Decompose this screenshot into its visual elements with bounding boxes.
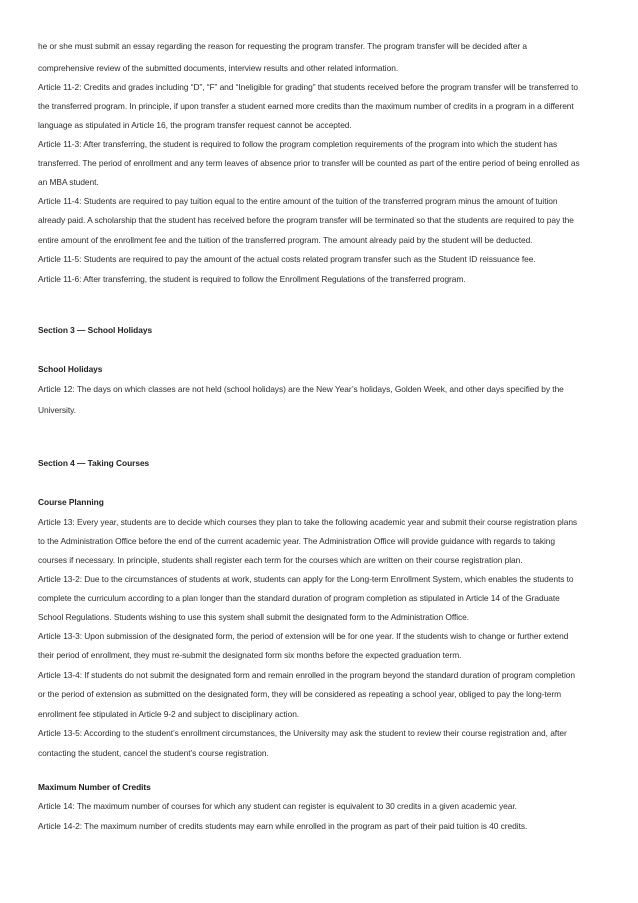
paragraph-line: already paid. A scholarship that the student has received before the program transfer will be terminated so that the students are required to pay the xyxy=(38,215,574,225)
paragraph-line: University. xyxy=(38,405,76,415)
section-heading: Section 3 — School Holidays xyxy=(38,325,153,335)
subsection-heading: Course Planning xyxy=(38,497,104,507)
paragraph-line: an MBA student. xyxy=(38,177,99,187)
paragraph-line: or the period of extension as submitted on the designated form, they will be considered as repeating a school year, obliged to pay the long-term xyxy=(38,689,562,699)
paragraph-line: Article 11-6: After transferring, the student is required to follow the Enrollment Regulations of the transferred program. xyxy=(38,274,466,284)
paragraph-line: to the Administration Office before the end of the current academic year. The Administration Office will provide guidance with regards to taking xyxy=(38,536,555,546)
paragraph-line: comprehensive review of the submitted documents, interview results and other related information. xyxy=(38,63,399,73)
paragraph-line: Article 12: The days on which classes are not held (school holidays) are the New Year’s holidays, Golden Week, and other days specified by the xyxy=(38,384,564,394)
paragraph-line: Article 14-2: The maximum number of credits students may earn while enrolled in the program as part of their paid tuition is 40 credits. xyxy=(38,821,528,831)
subsection-heading: School Holidays xyxy=(38,364,103,374)
paragraph-line: their period of enrollment, they must re-submit the designated form six months before the expected graduation term. xyxy=(38,650,462,660)
paragraph-line: Article 13-4: If students do not submit the designated form and remain enrolled in the program beyond the standard duration of program completion xyxy=(38,670,575,680)
paragraph-line: Article 13-3: Upon submission of the designated form, the period of extension will be for one year. If the students wish to change or further extend xyxy=(38,631,569,641)
paragraph-line: the transferred program. In principle, if upon transfer a student earned more credits than the maximum number of credits in a program in a different xyxy=(38,101,574,111)
subsection-heading: Maximum Number of Credits xyxy=(38,782,151,792)
paragraph-line: Article 11-2: Credits and grades including “D”, “F” and “Ineligible for grading” that students received before the program transfer will be transferred to xyxy=(38,82,579,92)
paragraph-line: he or she must submit an essay regarding the reason for requesting the program transfer. The program transfer will be decided after a xyxy=(38,41,527,51)
paragraph-line: courses if necessary. In principle, students shall register each term for the courses which are written on their course registration plan. xyxy=(38,555,523,565)
paragraph-line: Article 13-5: According to the student’s enrollment circumstances, the University may ask the student to review their course registration and, after xyxy=(38,728,567,738)
paragraph-line: language as stipulated in Article 16, the program transfer request cannot be accepted. xyxy=(38,120,352,130)
paragraph-line: Article 11-5: Students are required to pay the amount of the actual costs related program transfer such as the Student ID reissuance fee. xyxy=(38,254,536,264)
paragraph-line: Article 13: Every year, students are to decide which courses they plan to take the following academic year and submit their course registration plans xyxy=(38,517,578,527)
paragraph-line: enrollment fee stipulated in Article 9-2 and subject to disciplinary action. xyxy=(38,709,300,719)
paragraph-line: entire amount of the enrollment fee and the tuition of the transferred program. The amount already paid by the student will be deducted. xyxy=(38,235,533,245)
paragraph-line: Article 14: The maximum number of courses for which any student can register is equivalent to 30 credits in a given academic year. xyxy=(38,801,517,811)
paragraph-line: complete the curriculum according to a plan longer than the standard duration of program completion as stipulated in Article 14 of the Graduate xyxy=(38,593,560,603)
section-heading: Section 4 — Taking Courses xyxy=(38,458,150,468)
paragraph-line: School Regulations. Students wishing to use this system shall submit the designated form to the Administration Office. xyxy=(38,612,470,622)
paragraph-line: contacting the student, cancel the student’s course registration. xyxy=(38,748,269,758)
paragraph-line: transferred. The period of enrollment and any term leaves of absence prior to transfer will be counted as part of the entire period of being enrolled as xyxy=(38,158,580,168)
paragraph-line: Article 13-2: Due to the circumstances of students at work, students can apply for the Long-term Enrollment System, which enables the students to xyxy=(38,574,574,584)
paragraph-line: Article 11-3: After transferring, the student is required to follow the program completion requirements of the program into which the student has xyxy=(38,139,558,149)
paragraph-line: Article 11-4: Students are required to pay tuition equal to the entire amount of the tuition of the transferred program minus the amount of tuition xyxy=(38,196,558,206)
